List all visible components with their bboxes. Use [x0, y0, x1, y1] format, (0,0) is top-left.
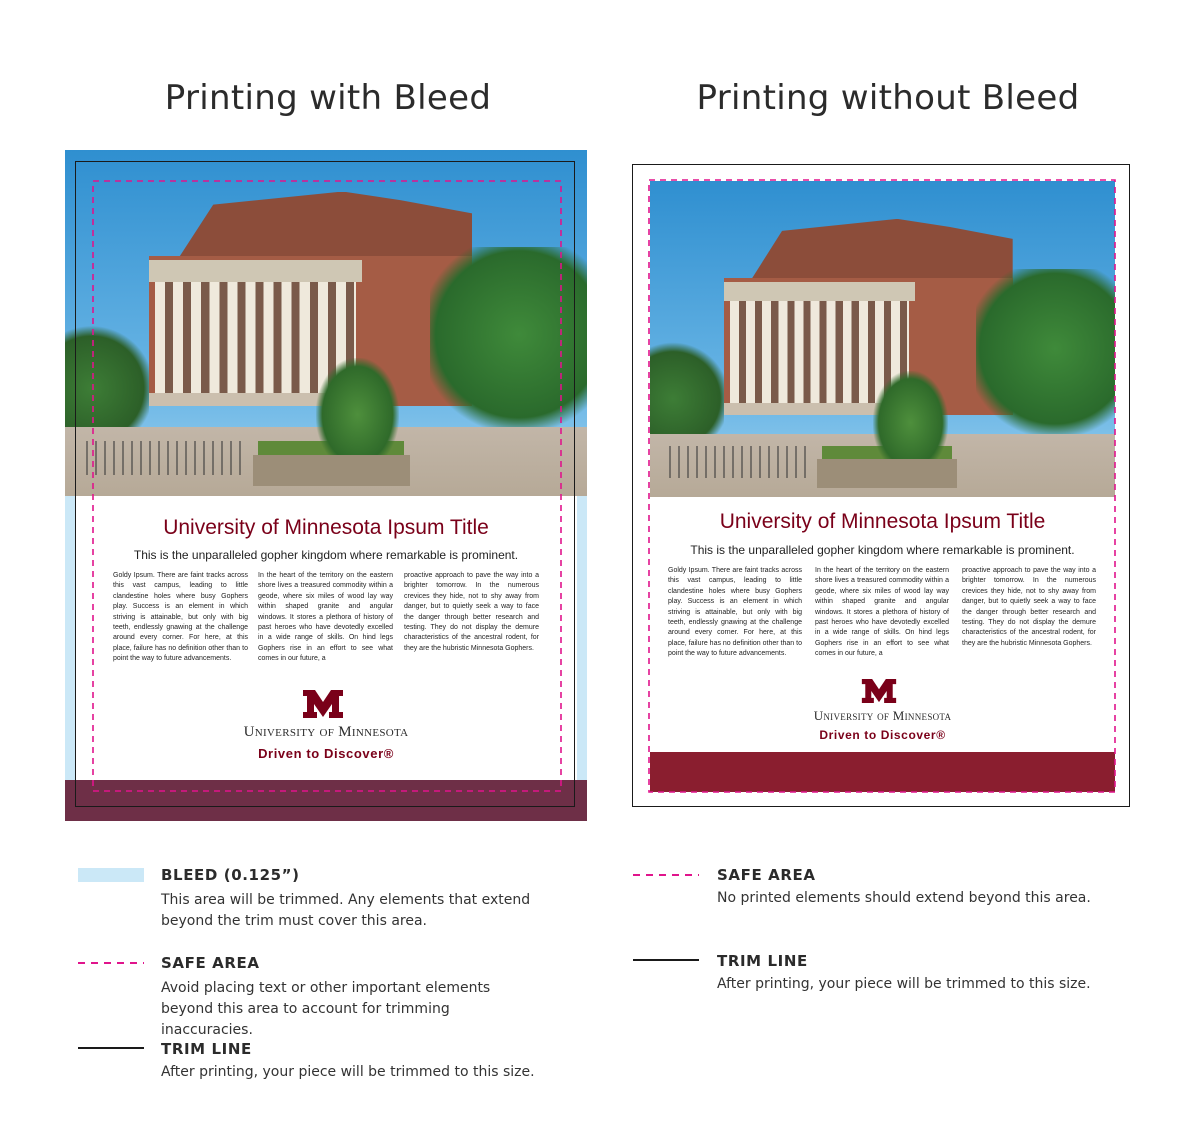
legend-trim-title: TRIM LINE [161, 1040, 252, 1058]
heading-without-bleed: Printing without Bleed [696, 78, 1080, 118]
document-title-no-bleed: University of Minnesota Ipsum Title [719, 510, 1046, 533]
safe-area-with-bleed [92, 180, 562, 792]
document-subtitle: This is the unparalleled gopher kingdom where remarkable is prominent. [133, 548, 519, 562]
body-column-1: Goldy Ipsum. There are faint tracks across this vast campus, leading to little clandestine holes where busy Gophers play. Success is an element in which striving is attainable, but only with big teeth, endlessly gnawing at the challenge around every corner. For here, at this place, failure has no definition other than to point the way to future advancements. [113, 572, 248, 663]
body-column-2-no-bleed: In the heart of the territory on the eastern shore lives a treasured commodity within a geode, where six miles of wood lay way within shaped granite and angular windows. It stores a plethora of history of past heroes who have devotedly excelled in a wide range of skills. On hind legs Gophers rise in an effort to see what comes in our future, a [815, 567, 949, 658]
trim-line-swatch [78, 1047, 144, 1049]
legend-safe-title-right: SAFE AREA [717, 866, 816, 884]
legend-bleed-title: BLEED (0.125”) [161, 866, 300, 884]
legend-trim-title-right: TRIM LINE [717, 952, 808, 970]
body-column-3: proactive approach to pave the way into a brighter tomorrow. In the numerous crevices they hide, not to shy away from danger, but to quietly seek a way to face the danger through better research and testing. They do not display the demure characteristics of the ancestral rodent, for they are the hubristic Minnesota Gophers. [404, 572, 539, 652]
body-column-2: In the heart of the territory on the eastern shore lives a treasured commodity within a geode, where six miles of wood lay way within shaped granite and angular windows. It stores a plethora of history of past heroes who have devotedly excelled in a wide range of skills. On hind legs Gophers rise in an effort to see what comes in our future, a [258, 572, 393, 663]
legend-safe-desc-right: No printed elements should extend beyond this area. [717, 890, 1091, 906]
university-name-text-no-bleed: University of Minnesota [813, 708, 952, 723]
legend-trim-desc-right: After printing, your piece will be trimmed to this size. [717, 976, 1091, 992]
document-title: University of Minnesota Ipsum Title [163, 516, 489, 539]
body-column-1-no-bleed: Goldy Ipsum. There are faint tracks across this vast campus, leading to little clandestine holes where busy Gophers play. Success is an element in which striving is attainable, but only with big teeth, endlessly gnawing at the challenge around every corner. For here, at this place, failure has no definition other than to point the way to future advancements. [668, 567, 802, 658]
document-subtitle-no-bleed: This is the unparalleled gopher kingdom where remarkable is prominent. [690, 543, 1075, 557]
legend-safe-desc: Avoid placing text or other important elements beyond this area to account for trimming inaccuracies. [161, 980, 491, 1038]
university-name-text: University of Minnesota [243, 724, 409, 740]
bleed-swatch [78, 868, 144, 882]
safe-area-dashed-swatch-right [633, 873, 699, 877]
legend-trim-desc: After printing, your piece will be trimmed to this size. [161, 1064, 535, 1080]
safe-area-dashed-swatch [78, 961, 144, 965]
body-column-3-no-bleed: proactive approach to pave the way into a brighter tomorrow. In the numerous crevices they hide, not to shy away from danger, but to quietly seek a way to face the danger through better research and testing. They do not display the demure characteristics of the ancestral rodent, for they are the hubristic Minnesota Gophers. [962, 567, 1096, 647]
trim-line-swatch-right [633, 959, 699, 961]
legend-bleed-desc: This area will be trimmed. Any elements that extend beyond the trim must cover this area. [161, 892, 531, 929]
safe-area-without-bleed [648, 179, 1116, 793]
tagline: Driven to Discover® [258, 746, 394, 761]
legend-safe-title: SAFE AREA [161, 954, 260, 972]
tagline-no-bleed: Driven to Discover® [819, 728, 946, 742]
heading-with-bleed: Printing with Bleed [164, 78, 492, 118]
